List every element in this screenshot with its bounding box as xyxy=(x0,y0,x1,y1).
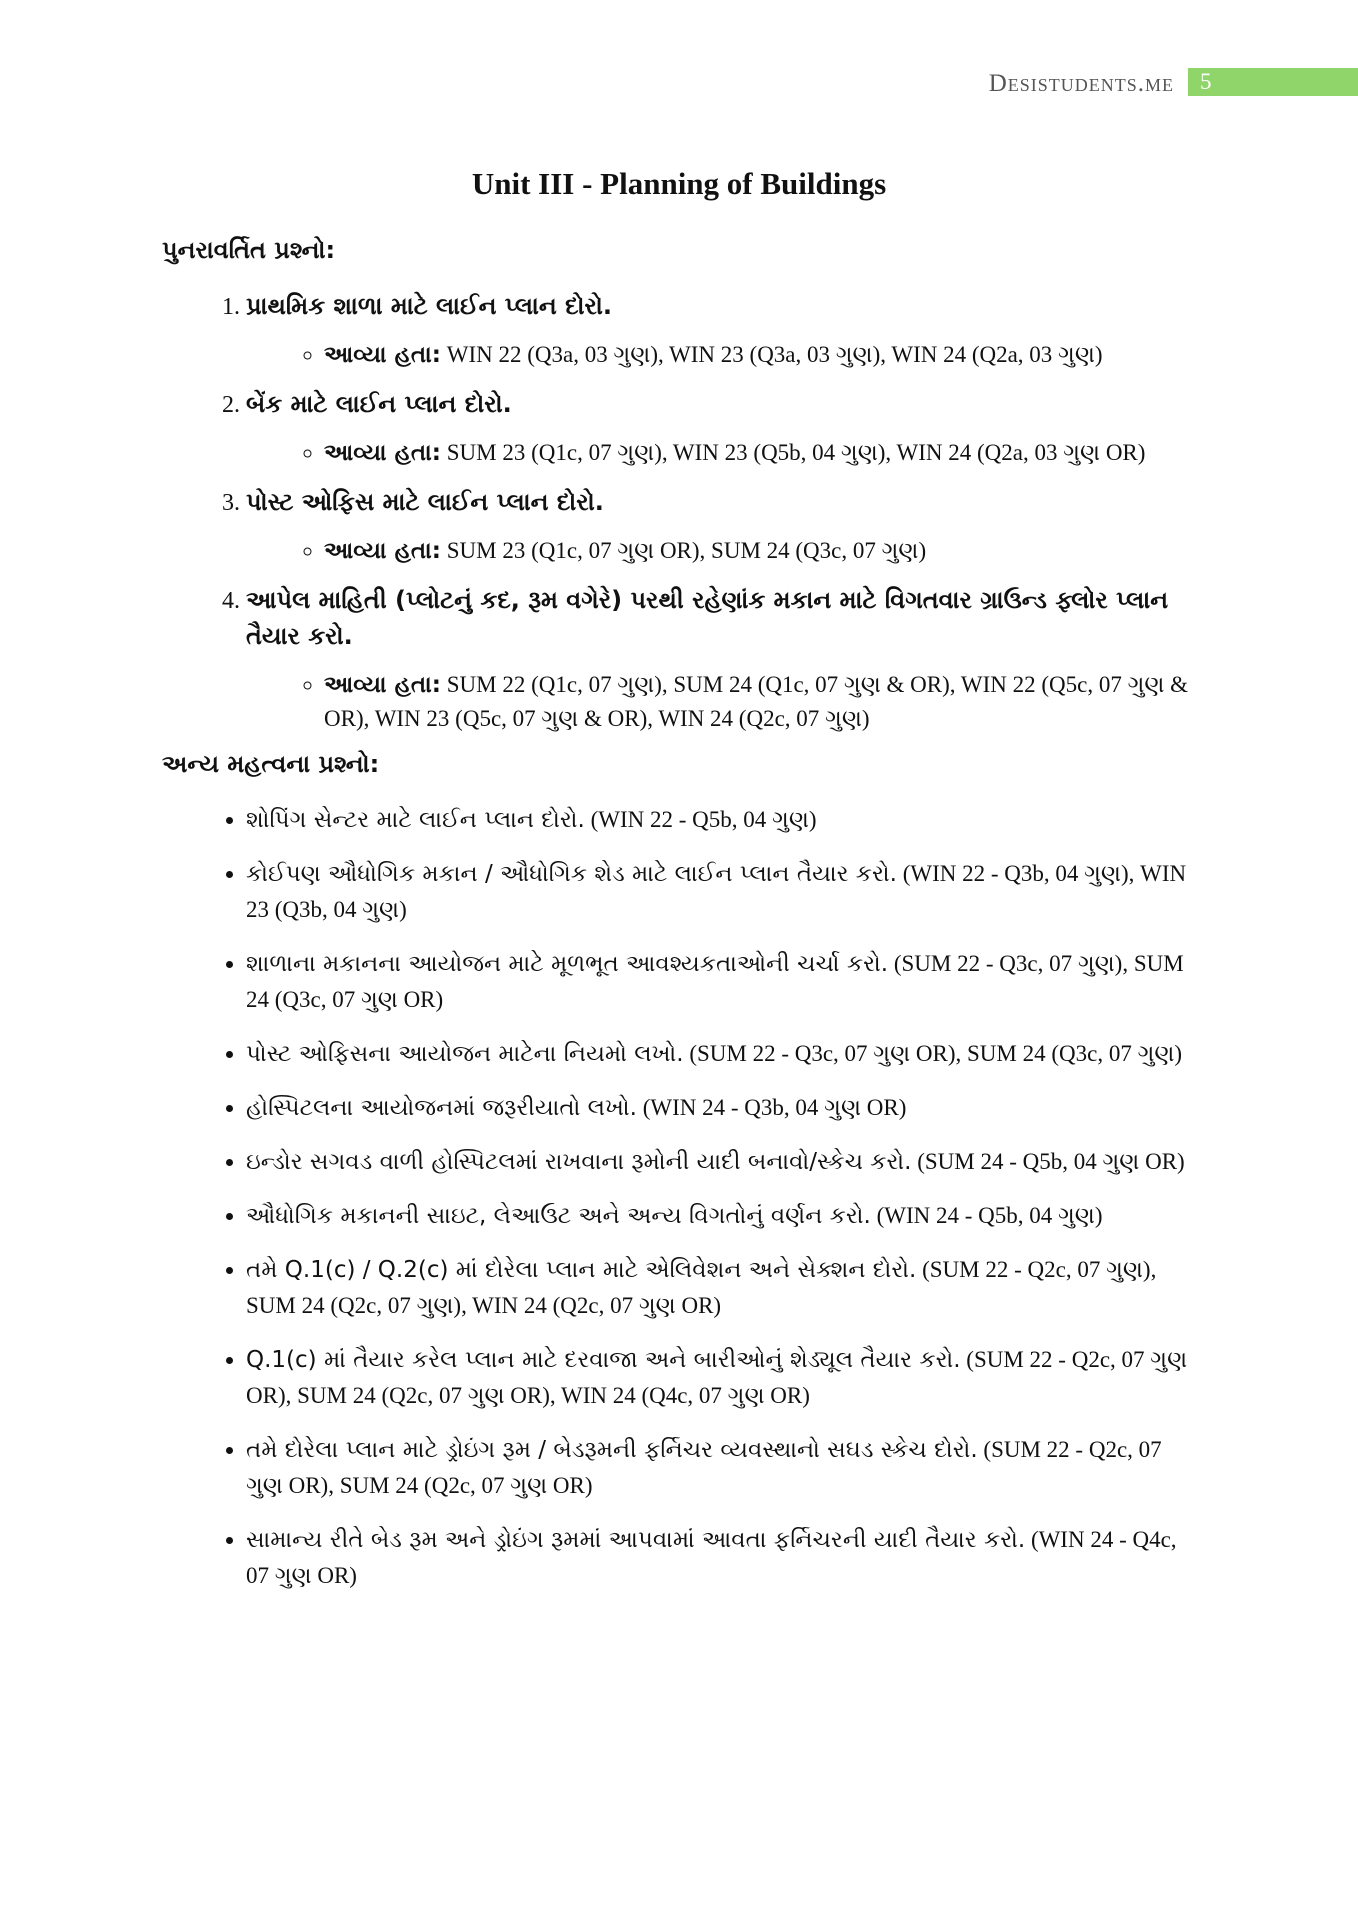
question-text: ઇન્ડોર સગવડ વાળી હોસ્પિટલમાં રાખવાના રૂમોની યાદી બનાવો/સ્કેચ કરો. xyxy=(246,1149,912,1175)
exam-references: SUM 23 (Q1c, 07 ગુણ OR), SUM 24 (Q3c, 07 ગુણ) xyxy=(446,538,927,563)
asked-info xyxy=(324,534,1202,568)
exam-references: (SUM 22 - Q3c, 07 ગુણ), SUM 24 (Q3c, 07 ગુણ OR) xyxy=(246,951,1184,1012)
question-text: કોઈપણ ઔધોગિક મકાન / ઔધોગિક શેડ માટે લાઈન પ્લાન તૈયાર કરો. xyxy=(246,861,897,887)
repeated-questions-heading: પુનરાવર્તિત પ્રશ્નો: xyxy=(162,236,336,264)
question-text: પોસ્ટ ઓફિસ માટે લાઈન પ્લાન દોરો. xyxy=(246,488,604,516)
site-name: Desistudents.me xyxy=(988,70,1174,97)
list-item xyxy=(246,484,1202,568)
page-number-box xyxy=(1188,68,1358,96)
exam-references: WIN 22 (Q3a, 03 ગુણ), WIN 23 (Q3a, 03 ગુણ), WIN 24 (Q2a, 03 ગુણ) xyxy=(446,342,1103,367)
exam-references: (WIN 24 - Q5b, 04 ગુણ) xyxy=(876,1203,1103,1228)
list-item xyxy=(246,386,1202,470)
exam-references: (WIN 22 - Q5b, 04 ગુણ) xyxy=(590,807,817,832)
question-text: આપેલ માહિતી (પ્લોટનું કદ, રૂમ વગેરે) પરથી રહેણાંક મકાન માટે વિગતવાર ગ્રાઉન્ડ ફ્લોર પ્લાન તૈયાર કરો. xyxy=(246,586,1169,650)
question-text: શોપિંગ સેન્ટર માટે લાઈન પ્લાન દોરો. xyxy=(246,807,585,833)
exam-references: SUM 23 (Q1c, 07 ગુણ), WIN 23 (Q5b, 04 ગુણ), WIN 24 (Q2a, 03 ગુણ OR) xyxy=(446,440,1146,465)
question-text: હોસ્પિટલના આયોજનમાં જરૂરીયાતો લખો. xyxy=(246,1095,637,1121)
list-item xyxy=(246,1036,1202,1072)
asked-label: આવ્યા હતા: xyxy=(324,342,442,368)
asked-label: આવ્યા હતા: xyxy=(324,538,442,564)
question-text: પોસ્ટ ઓફિસના આયોજન માટેના નિયમો લખો. xyxy=(246,1041,684,1067)
page-header xyxy=(0,68,1358,98)
list-item xyxy=(246,856,1202,928)
exam-references: (SUM 22 - Q2c, 07 ગુણ OR), SUM 24 (Q2c, 07 ગુણ OR), WIN 24 (Q4c, 07 ગુણ OR) xyxy=(246,1347,1188,1408)
exam-references: (WIN 22 - Q3b, 04 ગુણ), WIN 23 (Q3b, 04 ગુણ) xyxy=(246,861,1187,922)
question-text: તમે Q.1(c) / Q.2(c) માં દોરેલા પ્લાન માટે એલિવેશન અને સેક્શન દોરો. xyxy=(246,1257,917,1283)
exam-references: (SUM 22 - Q3c, 07 ગુણ OR), SUM 24 (Q3c, 07 ગુણ) xyxy=(689,1041,1183,1066)
page-number: 5 xyxy=(1200,69,1212,94)
exam-references: (WIN 24 - Q3b, 04 ગુણ OR) xyxy=(642,1095,907,1120)
document-body xyxy=(162,236,1202,1612)
question-text: પ્રાથમિક શાળા માટે લાઈન પ્લાન દોરો. xyxy=(246,292,613,320)
exam-references: (SUM 22 - Q2c, 07 ગુણ OR), SUM 24 (Q2c, 07 ગુણ OR) xyxy=(246,1437,1162,1498)
exam-references: (WIN 24 - Q4c, 07 ગુણ OR) xyxy=(246,1527,1177,1588)
question-text: શાળાના મકાનના આયોજન માટે મૂળભૂત આવશ્યકતાઓની ચર્ચા કરો. xyxy=(246,951,889,977)
list-item xyxy=(246,288,1202,372)
question-text: બેંક માટે લાઈન પ્લાન દોરો. xyxy=(246,390,512,418)
list-item xyxy=(246,1198,1202,1234)
other-questions-list xyxy=(162,802,1202,1594)
list-item xyxy=(246,946,1202,1018)
list-item xyxy=(246,802,1202,838)
exam-references: (SUM 22 - Q2c, 07 ગુણ), SUM 24 (Q2c, 07 ગુણ), WIN 24 (Q2c, 07 ગુણ OR) xyxy=(246,1257,1157,1318)
other-questions-heading: અન્ય મહત્વના પ્રશ્નો: xyxy=(162,750,380,778)
repeated-questions-list xyxy=(162,288,1202,736)
question-text: સામાન્ય રીતે બેડ રૂમ અને ડ્રોઇંગ રૂમમાં આપવામાં આવતા ફર્નિચરની યાદી તૈયાર કરો. xyxy=(246,1527,1026,1553)
question-text: Q.1(c) માં તૈયાર કરેલ પ્લાન માટે દરવાજા અને બારીઓનું શેડ્યૂલ તૈયાર કરો. xyxy=(246,1347,961,1373)
list-item xyxy=(246,1342,1202,1414)
list-item xyxy=(246,1144,1202,1180)
page-title: Unit III - Planning of Buildings xyxy=(471,166,887,201)
asked-info xyxy=(324,668,1202,736)
exam-references: SUM 22 (Q1c, 07 ગુણ), SUM 24 (Q1c, 07 ગુણ & OR), WIN 22 (Q5c, 07 ગુણ & OR), WIN 23 (Q5c, 07 ગુણ & OR), WIN 24 (Q2c, 07 ગુણ) xyxy=(324,672,1189,731)
asked-label: આવ્યા હતા: xyxy=(324,672,442,698)
list-item xyxy=(246,1432,1202,1504)
question-text: ઔધોગિક મકાનની સાઇટ, લેઆઉટ અને અન્ય વિગતોનું વર્ણન કરો. xyxy=(246,1203,871,1229)
question-text: તમે દોરેલા પ્લાન માટે ડ્રોઇંગ રૂમ / બેડરૂમની ફર્નિચર વ્યવસ્થાનો સઘડ સ્કેચ દોરો. xyxy=(246,1437,978,1463)
asked-info xyxy=(324,436,1202,470)
list-item xyxy=(246,582,1202,736)
list-item xyxy=(246,1252,1202,1324)
asked-info xyxy=(324,338,1202,372)
list-item xyxy=(246,1090,1202,1126)
asked-label: આવ્યા હતા: xyxy=(324,440,442,466)
exam-references: (SUM 24 - Q5b, 04 ગુણ OR) xyxy=(917,1149,1185,1174)
list-item xyxy=(246,1522,1202,1594)
